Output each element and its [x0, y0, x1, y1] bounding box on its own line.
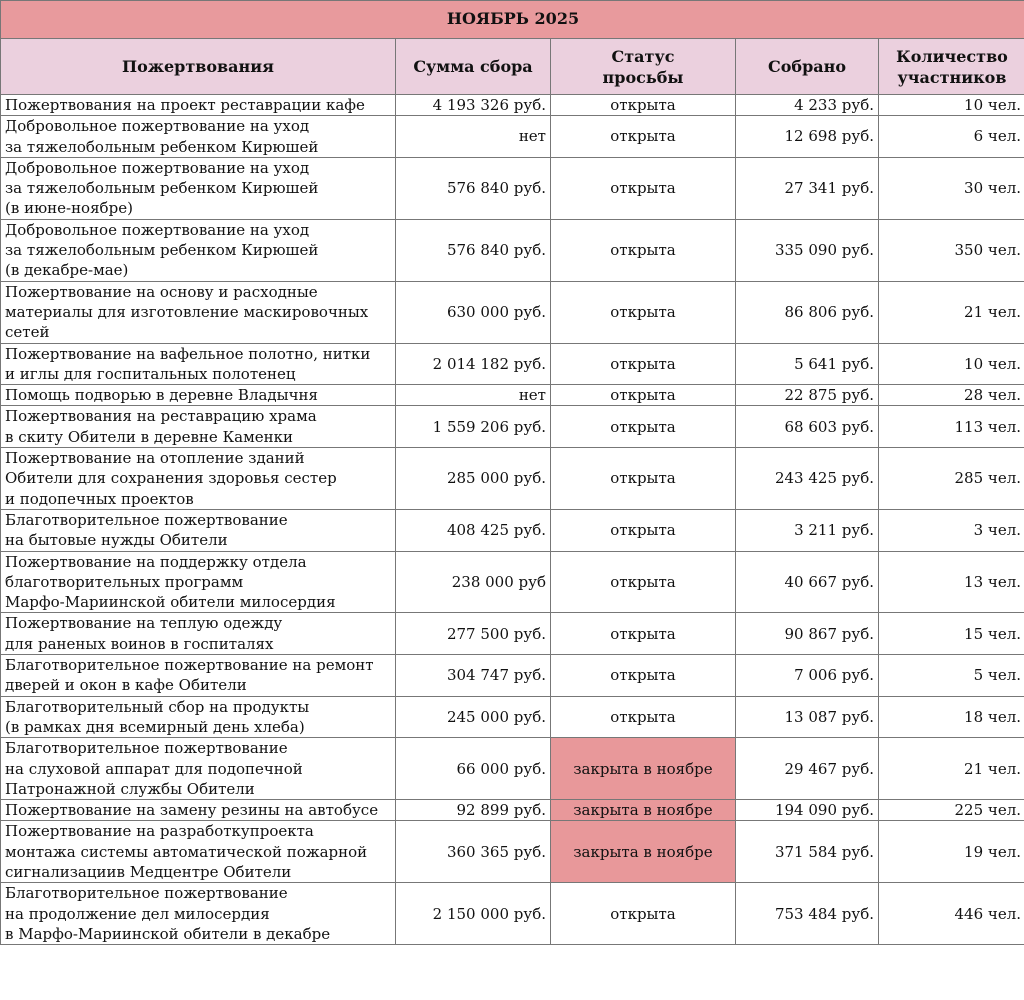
header-people-line1: Количество	[896, 46, 1008, 66]
donation-name-line: Пожертвование на теплую одежду	[5, 614, 283, 633]
donation-name-line: Добровольное пожертвование на уход	[5, 220, 310, 239]
donation-name-line: и подопечных проектов	[5, 489, 194, 508]
target-amount-cell: нет	[396, 116, 551, 158]
collected-amount-cell: 194 090 руб.	[736, 800, 879, 821]
donation-name-line: Пожертвование на замену резины на автобусе	[5, 801, 379, 820]
table-row	[1, 281, 1024, 343]
status-cell: открыта	[551, 613, 736, 655]
donation-name-line: на бытовые нужды Обители	[5, 531, 228, 550]
participants-cell: 5 чел.	[879, 655, 1024, 697]
collected-amount-cell: 86 806 руб.	[736, 281, 879, 343]
participants-cell: 446 чел.	[879, 883, 1024, 945]
donation-name-line: Пожертвование на поддержку отдела	[5, 552, 307, 571]
collected-amount-cell: 753 484 руб.	[736, 883, 879, 945]
donation-name-cell	[1, 448, 396, 510]
status-cell: закрыта в ноябре	[551, 738, 736, 800]
collected-amount-cell: 371 584 руб.	[736, 821, 879, 883]
target-amount-cell: 360 365 руб.	[396, 821, 551, 883]
participants-cell: 225 чел.	[879, 800, 1024, 821]
donation-name-line: Благотворительный сбор на продукты	[5, 697, 310, 716]
collected-amount-cell: 7 006 руб.	[736, 655, 879, 697]
status-cell: открыта	[551, 448, 736, 510]
table-row	[1, 551, 1024, 613]
table-row	[1, 738, 1024, 800]
collected-amount-cell: 40 667 руб.	[736, 551, 879, 613]
donation-name-cell	[1, 95, 396, 116]
donation-name-line: сигнализациив Медцентре Обители	[5, 862, 292, 881]
participants-cell: 19 чел.	[879, 821, 1024, 883]
status-cell: открыта	[551, 281, 736, 343]
target-amount-cell: 245 000 руб.	[396, 696, 551, 738]
donation-name-line: Пожертвование на вафельное полотно, нитки	[5, 344, 371, 363]
participants-cell: 6 чел.	[879, 116, 1024, 158]
donation-name-line: дверей и окон в кафе Обители	[5, 676, 247, 695]
donation-name-line: Добровольное пожертвование на уход	[5, 158, 310, 177]
donation-name-cell	[1, 219, 396, 281]
status-cell: открыта	[551, 509, 736, 551]
donation-name-cell	[1, 551, 396, 613]
table-row	[1, 95, 1024, 116]
status-cell: открыта	[551, 655, 736, 697]
header-status-line1: Статус	[611, 46, 675, 66]
donation-name-line: и иглы для госпитальных полотенец	[5, 364, 296, 383]
donation-name-cell	[1, 613, 396, 655]
donation-name-line: Пожертвование на основу и расходные	[5, 282, 318, 301]
collected-amount-cell: 4 233 руб.	[736, 95, 879, 116]
donation-name-line: Благотворительное пожертвование на ремонт	[5, 656, 374, 675]
table-row	[1, 157, 1024, 219]
table-row	[1, 613, 1024, 655]
donation-name-line: Помощь подворью в деревне Владычня	[5, 386, 318, 405]
donation-name-line: благотворительных программ	[5, 572, 244, 591]
target-amount-cell: 630 000 руб.	[396, 281, 551, 343]
status-cell: открыта	[551, 219, 736, 281]
participants-cell: 30 чел.	[879, 157, 1024, 219]
participants-cell: 10 чел.	[879, 343, 1024, 385]
donation-name-line: за тяжелобольным ребенком Кирюшей	[5, 241, 319, 260]
donation-name-line: монтажа системы автоматической пожарной	[5, 842, 368, 861]
donation-name-line: в скиту Обители в деревне Каменки	[5, 427, 294, 446]
status-cell: открыта	[551, 343, 736, 385]
table-row	[1, 448, 1024, 510]
donation-name-cell	[1, 738, 396, 800]
participants-cell: 3 чел.	[879, 509, 1024, 551]
status-cell: открыта	[551, 883, 736, 945]
donation-name-line: Обители для сохранения здоровья сестер	[5, 469, 337, 488]
status-cell: открыта	[551, 406, 736, 448]
donation-name-cell	[1, 509, 396, 551]
collected-amount-cell: 12 698 руб.	[736, 116, 879, 158]
table-body	[1, 95, 1024, 945]
donation-name-line: (в рамках дня всемирный день хлеба)	[5, 717, 305, 736]
participants-cell: 28 чел.	[879, 385, 1024, 406]
header-amount: Сумма сбора	[396, 39, 551, 95]
title-row	[1, 1, 1024, 39]
target-amount-cell: 238 000 руб	[396, 551, 551, 613]
table-row	[1, 821, 1024, 883]
table-title: НОЯБРЬ 2025	[1, 1, 1024, 39]
donation-name-line: Благотворительное пожертвование	[5, 510, 288, 529]
collected-amount-cell: 90 867 руб.	[736, 613, 879, 655]
target-amount-cell: 576 840 руб.	[396, 157, 551, 219]
target-amount-cell: 1 559 206 руб.	[396, 406, 551, 448]
status-cell: открыта	[551, 385, 736, 406]
participants-cell: 285 чел.	[879, 448, 1024, 510]
status-cell: открыта	[551, 95, 736, 116]
collected-amount-cell: 243 425 руб.	[736, 448, 879, 510]
collected-amount-cell: 3 211 руб.	[736, 509, 879, 551]
donation-name-cell	[1, 883, 396, 945]
donation-name-line: Пожертвования на проект реставрации кафе	[5, 96, 365, 114]
donation-name-line: Благотворительное пожертвование	[5, 884, 288, 903]
table-row	[1, 406, 1024, 448]
donation-name-line: Благотворительное пожертвование	[5, 739, 288, 758]
donation-name-line: за тяжелобольным ребенком Кирюшей	[5, 179, 319, 198]
participants-cell: 21 чел.	[879, 738, 1024, 800]
header-people-line2: участников	[897, 67, 1007, 87]
donation-name-cell	[1, 385, 396, 406]
table-row	[1, 800, 1024, 821]
target-amount-cell: 576 840 руб.	[396, 219, 551, 281]
status-cell: открыта	[551, 116, 736, 158]
donation-name-line: материалы для изготовление маскировочных	[5, 302, 369, 321]
header-row	[1, 39, 1024, 95]
header-people	[879, 39, 1024, 95]
target-amount-cell: 66 000 руб.	[396, 738, 551, 800]
header-status-line2: просьбы	[602, 67, 684, 87]
status-cell: открыта	[551, 157, 736, 219]
donation-name-line: для раненых воинов в госпиталях	[5, 634, 274, 653]
donation-name-cell	[1, 696, 396, 738]
donation-name-line: Пожертвование на разработкупроекта	[5, 822, 314, 841]
donation-name-line: Пожертвования на реставрацию храма	[5, 407, 317, 426]
donation-name-line: за тяжелобольным ребенком Кирюшей	[5, 137, 319, 156]
header-name: Пожертвования	[1, 39, 396, 95]
status-cell: закрыта в ноябре	[551, 800, 736, 821]
table-row	[1, 696, 1024, 738]
donation-name-cell	[1, 157, 396, 219]
participants-cell: 113 чел.	[879, 406, 1024, 448]
target-amount-cell: 285 000 руб.	[396, 448, 551, 510]
participants-cell: 13 чел.	[879, 551, 1024, 613]
target-amount-cell: нет	[396, 385, 551, 406]
donation-name-line: (в июне-ноябре)	[5, 199, 133, 218]
collected-amount-cell: 22 875 руб.	[736, 385, 879, 406]
participants-cell: 18 чел.	[879, 696, 1024, 738]
donation-name-cell	[1, 406, 396, 448]
donation-name-line: (в декабре-мае)	[5, 261, 129, 280]
header-collected: Собрано	[736, 39, 879, 95]
target-amount-cell: 277 500 руб.	[396, 613, 551, 655]
donation-name-line: Добровольное пожертвование на уход	[5, 117, 310, 136]
status-cell: открыта	[551, 551, 736, 613]
donation-name-line: Марфо-Мариинской обители милосердия	[5, 593, 336, 612]
collected-amount-cell: 68 603 руб.	[736, 406, 879, 448]
collected-amount-cell: 5 641 руб.	[736, 343, 879, 385]
status-cell: открыта	[551, 696, 736, 738]
collected-amount-cell: 29 467 руб.	[736, 738, 879, 800]
donation-name-cell	[1, 655, 396, 697]
donation-name-cell	[1, 116, 396, 158]
table-row	[1, 509, 1024, 551]
participants-cell: 15 чел.	[879, 613, 1024, 655]
table-row	[1, 219, 1024, 281]
table-row	[1, 883, 1024, 945]
participants-cell: 21 чел.	[879, 281, 1024, 343]
table-row	[1, 116, 1024, 158]
collected-amount-cell: 13 087 руб.	[736, 696, 879, 738]
target-amount-cell: 92 899 руб.	[396, 800, 551, 821]
donation-name-line: сетей	[5, 323, 50, 342]
status-cell: закрыта в ноябре	[551, 821, 736, 883]
donation-name-line: на продолжение дел милосердия	[5, 904, 270, 923]
collected-amount-cell: 335 090 руб.	[736, 219, 879, 281]
donation-name-line: Пожертвование на отопление зданий	[5, 449, 305, 468]
target-amount-cell: 2 014 182 руб.	[396, 343, 551, 385]
donation-name-cell	[1, 800, 396, 821]
target-amount-cell: 2 150 000 руб.	[396, 883, 551, 945]
participants-cell: 10 чел.	[879, 95, 1024, 116]
collected-amount-cell: 27 341 руб.	[736, 157, 879, 219]
header-status	[551, 39, 736, 95]
donation-name-line: в Марфо-Мариинской обители в декабре	[5, 924, 331, 943]
table-row	[1, 343, 1024, 385]
donation-name-line: Патронажной службы Обители	[5, 779, 255, 798]
table-row	[1, 655, 1024, 697]
donation-name-cell	[1, 281, 396, 343]
participants-cell: 350 чел.	[879, 219, 1024, 281]
target-amount-cell: 408 425 руб.	[396, 509, 551, 551]
donation-name-cell	[1, 343, 396, 385]
target-amount-cell: 304 747 руб.	[396, 655, 551, 697]
target-amount-cell: 4 193 326 руб.	[396, 95, 551, 116]
donation-name-line: на слуховой аппарат для подопечной	[5, 759, 303, 778]
donation-name-cell	[1, 821, 396, 883]
table-row	[1, 385, 1024, 406]
